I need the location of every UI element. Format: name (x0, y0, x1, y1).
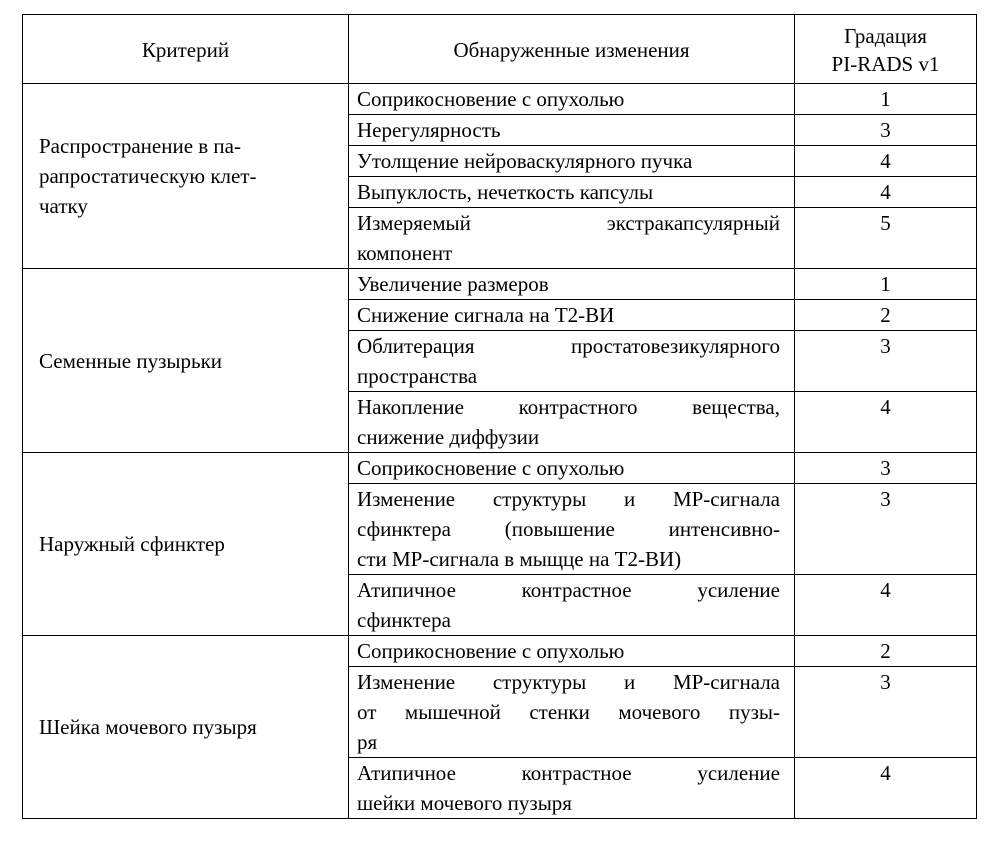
change-cell (349, 269, 795, 300)
criterion-line: Семенные пузырьки (39, 348, 223, 373)
criterion-line: чатку (39, 194, 88, 218)
change-line: Соприкосновение с опухолью (357, 87, 625, 111)
change-cell (349, 575, 795, 636)
change-line: сти МР-сигнала в мыщце на Т2-ВИ) (357, 547, 682, 571)
change-line: Облитерация простатовезикулярного (357, 334, 780, 358)
change-cell (349, 453, 795, 484)
change-line: шейки мочевого пузыря (357, 791, 572, 815)
change-cell (349, 484, 795, 575)
criterion-line: Распространение в па- (39, 134, 241, 158)
change-line: Выпуклость, нечеткость капсулы (357, 180, 654, 204)
change-line: Утолщение нейроваскулярного пучка (357, 149, 693, 173)
change-cell (349, 84, 795, 115)
table-row (23, 84, 977, 115)
table-row (23, 453, 977, 484)
table-body (23, 84, 977, 819)
grade-cell: 3 (795, 484, 977, 575)
grade-cell: 5 (795, 208, 977, 269)
change-line: сфинктера (357, 608, 451, 632)
grade-cell: 3 (795, 453, 977, 484)
grade-cell: 4 (795, 575, 977, 636)
criterion-cell (23, 269, 349, 453)
grade-cell: 3 (795, 331, 977, 392)
header-grade (795, 15, 977, 84)
change-cell (349, 300, 795, 331)
pirads-criteria-table (22, 14, 977, 819)
criterion-cell (23, 453, 349, 636)
change-line: пространства (357, 364, 478, 388)
criterion-line: рапростатическую клет- (39, 164, 257, 188)
grade-cell: 3 (795, 115, 977, 146)
criterion-cell (23, 84, 349, 269)
header-criterion: Критерий (23, 15, 349, 84)
header-row (23, 15, 977, 84)
change-line: Увеличение размеров (357, 272, 549, 296)
grade-cell: 1 (795, 84, 977, 115)
criterion-cell (23, 636, 349, 819)
change-cell (349, 146, 795, 177)
header-grade-line1: Градация (844, 24, 927, 48)
change-line: Нерегулярность (357, 118, 501, 142)
change-line: компонент (357, 241, 453, 265)
change-line: Атипичное контрастное усиление (357, 761, 780, 785)
change-line: снижение диффузии (357, 425, 540, 449)
header-changes: Обнаруженные изменения (349, 15, 795, 84)
change-line: Изменение структуры и МР-сигнала (357, 670, 780, 694)
grade-cell: 2 (795, 636, 977, 667)
grade-cell: 4 (795, 392, 977, 453)
change-line: Соприкосновение с опухолью (357, 639, 625, 663)
criterion-line: Шейка мочевого пузыря (39, 715, 257, 739)
change-line: Изменение структуры и МР-сигнала (357, 487, 780, 511)
change-line: ря (357, 730, 378, 754)
change-cell (349, 636, 795, 667)
change-cell (349, 667, 795, 758)
change-line: Атипичное контрастное усиление (357, 578, 780, 602)
criterion-line: Наружный сфинктер (39, 532, 225, 556)
change-cell (349, 208, 795, 269)
change-cell (349, 177, 795, 208)
change-line: сфинктера (повышение интенсивно- (357, 517, 780, 541)
grade-cell: 3 (795, 667, 977, 758)
change-line: Соприкосновение с опухолью (357, 456, 625, 480)
change-cell (349, 758, 795, 819)
change-cell (349, 392, 795, 453)
change-cell (349, 331, 795, 392)
table-row (23, 636, 977, 667)
change-line: Измеряемый экстракапсулярный (357, 211, 780, 235)
grade-cell: 4 (795, 146, 977, 177)
change-line: Снижение сигнала на Т2-ВИ (357, 303, 615, 327)
change-cell (349, 115, 795, 146)
grade-cell: 1 (795, 269, 977, 300)
grade-cell: 2 (795, 300, 977, 331)
table-row (23, 269, 977, 300)
change-line: Накопление контрастного вещества, (357, 395, 780, 419)
change-line: от мышечной стенки мочевого пузы- (357, 700, 780, 724)
header-grade-line2: PI-RADS v1 (831, 52, 940, 76)
grade-cell: 4 (795, 177, 977, 208)
grade-cell: 4 (795, 758, 977, 819)
